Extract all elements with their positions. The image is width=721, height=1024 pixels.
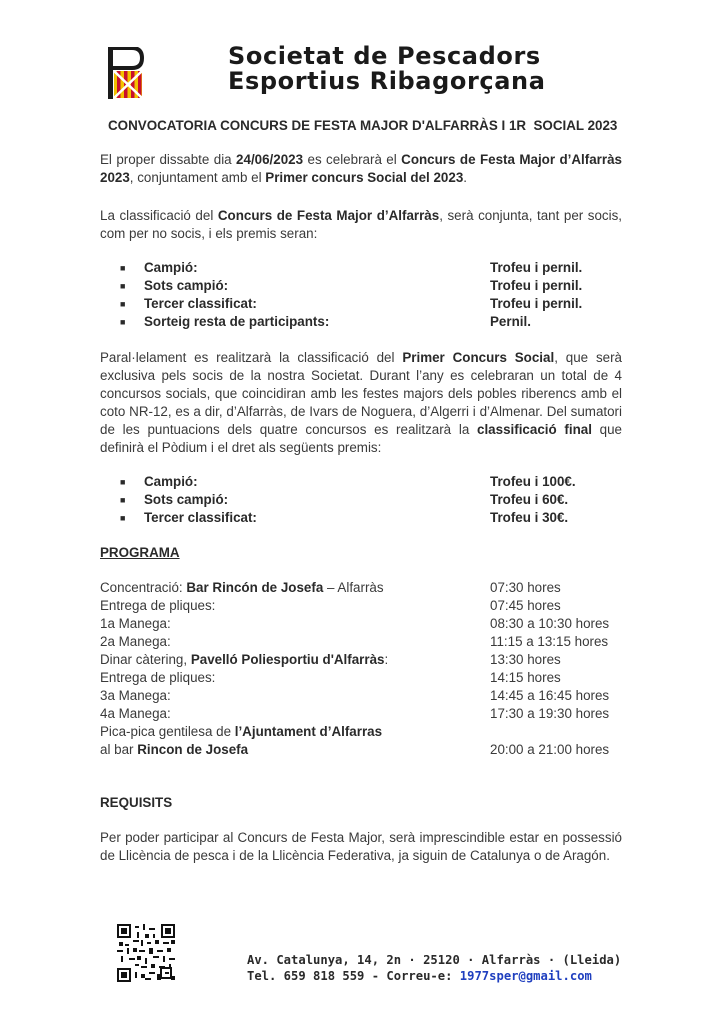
qr-code-icon[interactable] [117,924,175,982]
square-bullet-icon: ■ [120,513,126,523]
schedule-time: 07:30 hores [490,580,561,595]
square-bullet-icon: ■ [120,263,126,273]
prize-label: Sots campió: [144,492,229,507]
square-bullet-icon: ■ [120,281,126,291]
schedule-row: Pica-pica gentilesa de l’Ajuntament d’Alfarras [100,724,383,739]
schedule-time: 11:15 a 13:15 hores [490,634,609,649]
document-title: CONVOCATORIA CONCURS DE FESTA MAJOR D'ALFARRÀS I 1R SOCIAL 2023 [108,118,618,133]
prize-value: Pernil. [490,314,531,329]
prize-label: Campió: [144,260,198,275]
prize-label: Sorteig resta de participants: [144,314,330,329]
prize-row [100,313,622,331]
footer-email-link[interactable]: 1977sper@gmail.com [459,969,592,983]
classification-paragraph: La classificació del Concurs de Festa Major d’Alfarràs, serà conjunta, tant per socis, com per no socis, i els premis seran: [100,208,623,241]
prize-label: Tercer classificat: [144,296,257,311]
schedule-row: 2a Manega: 11:15 a 13:15 hores [100,634,609,649]
prize-value: Trofeu i 60€. [490,492,569,507]
society-logo-icon [108,47,144,99]
schedule-time: 14:45 a 16:45 hores [490,688,610,703]
schedule-time: 08:30 a 10:30 hores [490,616,610,631]
event-date: 24/06/2023 [236,152,304,167]
prize-label: Sots campió: [144,278,229,293]
prize-value: Trofeu i pernil. [490,296,583,311]
requisits-paragraph: Per poder participar al Concurs de Festa Major, serà imprescindible estar en possessió de Llicència de pesca i de la Llicència Federativa, ja siguin de Catalunya o de Aragón. [100,830,622,863]
prize-value: Trofeu i 100€. [490,474,576,489]
schedule-row: 3a Manega: 14:45 a 16:45 hores [100,688,610,703]
prize-row [100,277,622,295]
footer-address: Av. Catalunya, 14, 2n · 25120 · Alfarràs · (Lleida) [247,953,622,967]
schedule-time: 13:30 hores [490,652,561,667]
prize-row [100,295,622,313]
prize-value: Trofeu i 30€. [490,510,569,525]
programa-heading: PROGRAMA [100,545,180,560]
square-bullet-icon: ■ [120,317,126,327]
prize-row [100,473,622,491]
schedule-row: Dinar càtering, Pavelló Poliesportiu d'Alfarràs: 13:30 hores [100,652,561,667]
org-name-line2: Esportius Ribagorçana [228,67,546,95]
schedule-time: 17:30 a 19:30 hores [490,706,610,721]
schedule-time: 20:00 a 21:00 hores [490,742,610,757]
schedule-row: Concentració: Bar Rincón de Josefa – Alfarràs 07:30 hores [100,580,561,595]
schedule-time: 14:15 hores [490,670,561,685]
footer-phone: Tel. 659 818 559 - Correu-e: [247,969,460,983]
intro-paragraph: El proper dissabte dia 24/06/2023 es celebrarà el Concurs de Festa Major d’Alfarràs 2023, conjuntament amb el Primer concurs Social del 2023. [100,152,622,185]
prize-row [100,491,622,509]
organization-name [228,44,546,94]
square-bullet-icon: ■ [120,477,126,487]
prize-row [100,259,622,277]
prize-value: Trofeu i pernil. [490,260,583,275]
square-bullet-icon: ■ [120,299,126,309]
schedule-time: 07:45 hores [490,598,561,613]
footer-contact [247,969,592,983]
schedule-row: al bar Rincon de Josefa 20:00 a 21:00 hores [100,742,610,757]
schedule-row: Entrega de pliques: 07:45 hores [100,598,561,613]
prize-label: Tercer classificat: [144,510,257,525]
prize-value: Trofeu i pernil. [490,278,583,293]
prize-label: Campió: [144,474,198,489]
prize-row [100,509,622,527]
schedule-row: Entrega de pliques: 14:15 hores [100,670,561,685]
org-name-line1: Societat de Pescadors [228,42,541,70]
schedule-row: 4a Manega: 17:30 a 19:30 hores [100,706,610,721]
square-bullet-icon: ■ [120,495,126,505]
schedule-row: 1a Manega: 08:30 a 10:30 hores [100,616,610,631]
requisits-heading: REQUISITS [100,795,173,810]
social-paragraph: Paral·lelament es realitzarà la classificació del Primer Concurs Social, que serà exclusiva pels socis de la nostra Societat. Durant l’any es celebraran un total de 4 concursos socials, que coincidiran amb les festes majors dels pobles riberencs amb el coto NR-12, es a dir, d’Alfarràs, de Ivars de Noguera, d’Algerri i d’Almenar. Del sumatori de les puntuacions dels quatre concursos es realitzarà la classificació final que definirà el Pòdium i el dret als següents premis: [100,350,623,455]
